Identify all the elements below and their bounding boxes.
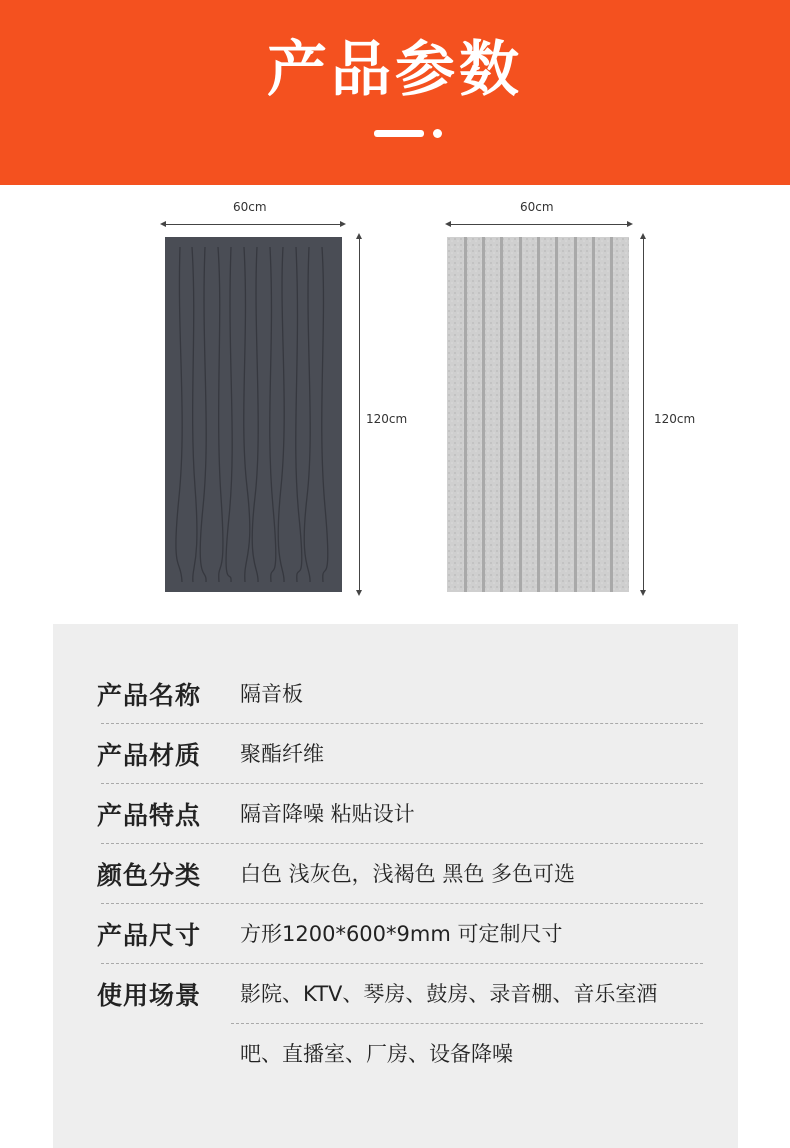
- arrow-right-icon: [627, 221, 633, 227]
- divider: [101, 723, 703, 724]
- spec-key: 产品名称: [97, 681, 202, 710]
- wavy-groove-pattern: [165, 237, 342, 592]
- divider: [101, 963, 703, 964]
- arrow-down-icon: [640, 590, 646, 596]
- spec-key: 产品尺寸: [97, 921, 202, 950]
- height-dimension-line: [359, 235, 360, 593]
- spec-value-continued: 吧、直播室、厂房、设备降噪: [240, 1042, 513, 1066]
- spec-value: 聚酯纤维: [240, 742, 324, 766]
- width-dimension-line: [162, 224, 344, 225]
- width-dimension-line: [447, 224, 631, 225]
- straight-groove-pattern: [447, 237, 629, 592]
- title-dot: [433, 129, 442, 138]
- spec-value: 隔音板: [240, 682, 303, 706]
- title-underline: [374, 130, 424, 137]
- width-label: 60cm: [233, 200, 267, 214]
- arrow-up-icon: [356, 233, 362, 239]
- arrow-up-icon: [640, 233, 646, 239]
- arrow-down-icon: [356, 590, 362, 596]
- acoustic-panel-dark: [165, 237, 342, 592]
- divider: [101, 903, 703, 904]
- spec-value: 白色 浅灰色，浅褐色 黑色 多色可选: [240, 862, 576, 886]
- spec-key: 产品材质: [97, 741, 202, 770]
- divider: [231, 1023, 703, 1024]
- arrow-left-icon: [445, 221, 451, 227]
- spec-value: 隔音降噪 粘贴设计: [240, 802, 415, 826]
- height-dimension-line: [643, 235, 644, 593]
- spec-key: 使用场景: [97, 981, 202, 1010]
- arrow-left-icon: [160, 221, 166, 227]
- height-label: 120cm: [654, 412, 696, 426]
- header-banner: [0, 0, 790, 185]
- page-title: 产品参数: [267, 35, 523, 105]
- height-label: 120cm: [366, 412, 408, 426]
- spec-key: 产品特点: [97, 801, 202, 830]
- width-label: 60cm: [520, 200, 554, 214]
- spec-value: 影院、KTV、琴房、鼓房、录音棚、音乐室酒: [240, 982, 658, 1006]
- spec-table: [53, 624, 738, 1148]
- arrow-right-icon: [340, 221, 346, 227]
- spec-value: 方形1200*600*9mm 可定制尺寸: [240, 922, 563, 946]
- spec-key: 颜色分类: [97, 861, 202, 890]
- divider: [101, 843, 703, 844]
- acoustic-panel-light: [447, 237, 629, 592]
- divider: [101, 783, 703, 784]
